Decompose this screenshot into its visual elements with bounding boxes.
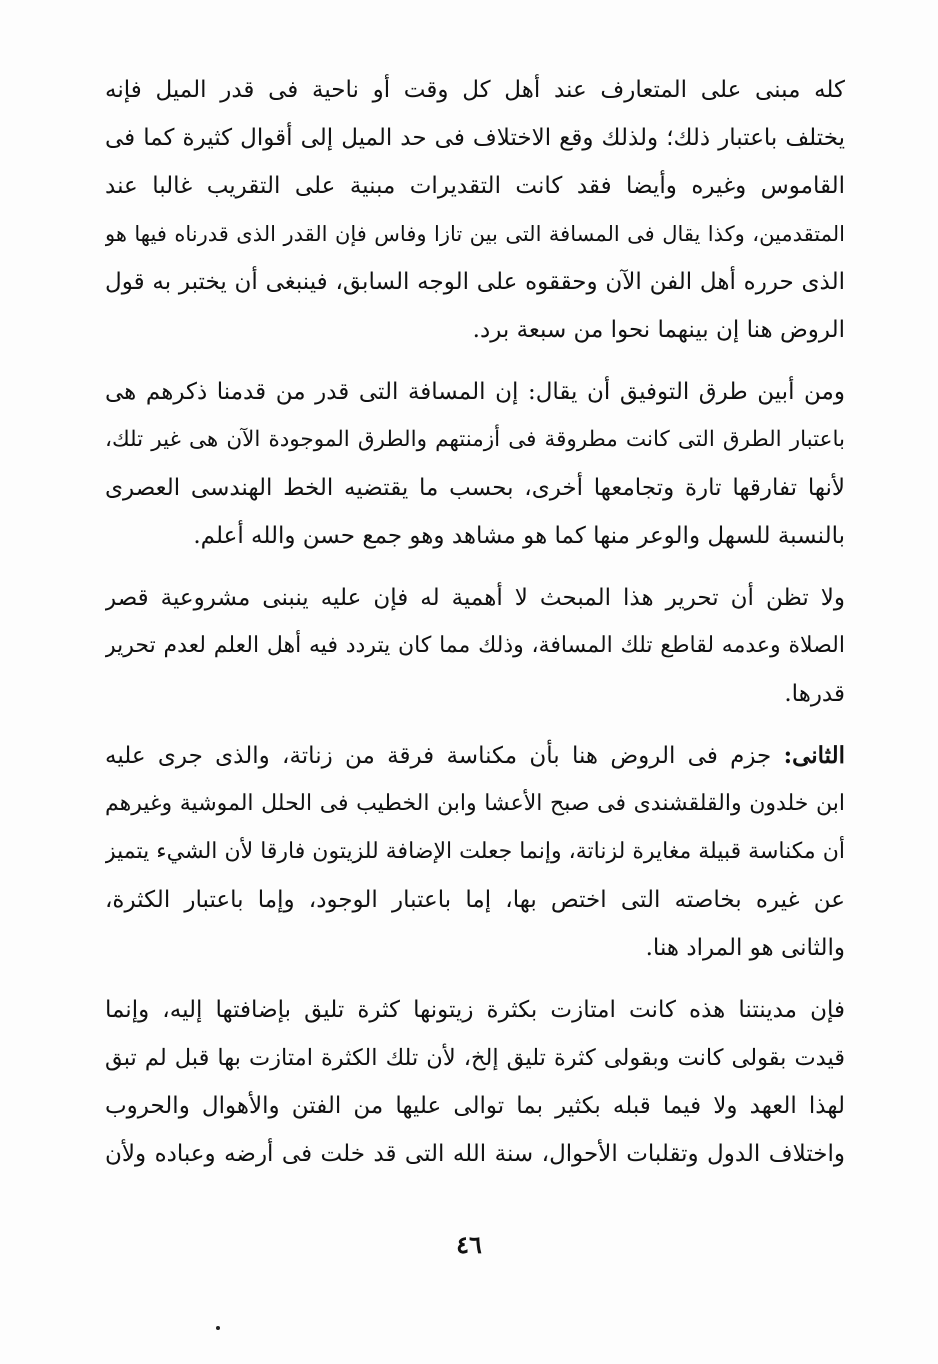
text-line: لأنها تفارقها تارة وتجامعها أخرى، بحسب ما يقتضيه الخط الهندسى العصرى <box>105 475 845 501</box>
paragraph-gap <box>105 560 845 574</box>
text-line: قيدت بقولى كانت وبقولى كثرة تليق إلخ، لأن تلك الكثرة امتازت بها قبل لم تبق <box>105 1045 845 1071</box>
body-text <box>105 66 845 1178</box>
paragraph-gap <box>105 972 845 986</box>
text-line: واختلاف الدول وتقلبات الأحوال، سنة الله التى قد خلت فى أرضه وعباده ولأن <box>105 1141 845 1167</box>
text-line: باعتبار الطرق التى كانت مطروقة فى أزمنتهم والطرق الموجودة الآن هى غير تلك، <box>105 427 845 452</box>
text-line: يختلف باعتبار ذلك؛ ولذلك وقع الاختلاف فى حد الميل إلى أقوال كثيرة كما فى <box>105 125 845 151</box>
paragraph <box>105 986 845 1178</box>
text-line: لهذا العهد ولا فيما قبله بكثير بما توالى عليها من الفتن والأهوال والحروب <box>105 1093 845 1119</box>
text-line: القاموس وغيره وأيضا فقد كانت التقديرات مبنية على التقريب غالبا عند <box>105 173 845 199</box>
paragraph <box>105 732 845 972</box>
text-line: المتقدمين، وكذا يقال فى المسافة التى بين تازا وفاس فإن القدر الذى قدرناه فيها هو <box>105 222 845 246</box>
text-line: ولا تظن أن تحرير هذا المبحث لا أهمية له فإن عليه ينبنى مشروعية قصر <box>105 585 845 611</box>
scan-speck <box>216 1326 220 1330</box>
text-line: كله مبنى على المتعارف عند أهل كل وقت أو ناحية فى قدر الميل فإنه <box>105 77 845 103</box>
text-line: الذى حرره أهل الفن الآن وحققوه على الوجه السابق، فينبغى أن يختبر به قول <box>105 269 845 295</box>
text-line: بالنسبة للسهل والوعر منها كما هو مشاهد وهو جمع حسن والله أعلم. <box>193 523 845 549</box>
page-number: ٤٦ <box>456 1230 482 1259</box>
text-line: عن غيره بخاصته التى اختص بها، إما باعتبار الوجود، وإما باعتبار الكثرة، <box>105 887 845 913</box>
text-line: الروض هنا إن بينهما نحوا من سبعة برد. <box>472 317 845 343</box>
text-line: ابن خلدون والقلقشندى فى صبح الأعشا وابن الخطيب فى الحلل الموشية وغيرهم <box>105 791 845 816</box>
text-line: والثانى هو المراد هنا. <box>645 935 845 961</box>
paragraph-lead: الثانى: <box>783 742 845 769</box>
text-line: فإن مدينتنا هذه كانت امتازت بكثرة زيتونها كثرة تليق بإضافتها إليه، وإنما <box>105 997 845 1023</box>
paragraph-gap <box>105 354 845 368</box>
paragraph <box>105 574 845 718</box>
text-line: الصلاة وعدمه لقاطع تلك المسافة، وذلك مما كان يتردد فيه أهل العلم لعدم تحرير <box>105 633 845 658</box>
paragraph-gap <box>105 718 845 732</box>
text-line: أن مكناسة قبيلة مغايرة لزناتة، وإنما جعلت الإضافة للزيتون فارقا لأن الشيء يتميز <box>105 839 845 864</box>
paragraph <box>105 66 845 354</box>
paragraph <box>105 368 845 560</box>
text-line: ومن أبين طرق التوفيق أن يقال: إن المسافة التى قدر من قدمنا ذكرهم هى <box>105 379 845 405</box>
text-line: قدرها. <box>784 681 845 707</box>
text-line-rest: جزم فى الروض هنا بأن مكناسة فرقة من زناتة، والذى جرى عليه <box>105 743 784 769</box>
text-line <box>105 732 845 780</box>
